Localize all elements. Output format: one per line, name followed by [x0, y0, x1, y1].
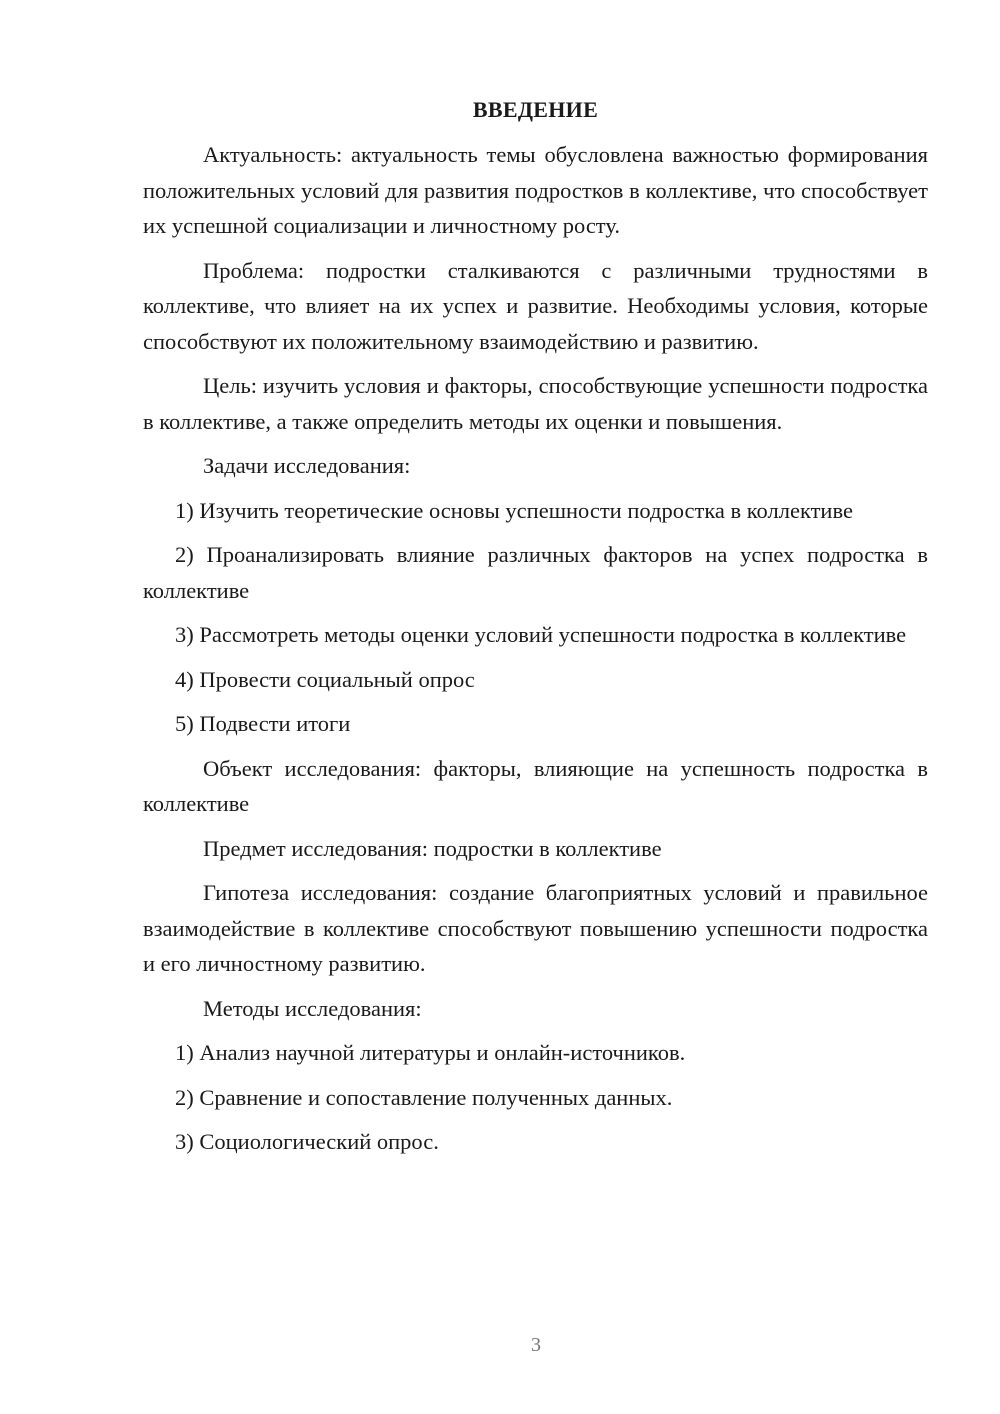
task-item: 4) Провести социальный опрос: [175, 666, 475, 692]
task-item: 5) Подвести итоги: [175, 711, 351, 736]
method-item: 2) Сравнение и сопоставление полученных данных.: [175, 1084, 673, 1110]
task-item: 2) Проанализировать влияние различных факторов на успех подростка в коллективе: [143, 542, 928, 603]
page-title: ВВЕДЕНИЕ: [472, 97, 599, 122]
methods-heading: Методы исследования:: [203, 995, 422, 1021]
object-paragraph: Объект исследования: факторы, влияющие на успешность подростка в коллективе: [143, 755, 928, 816]
method-item: 1) Анализ научной литературы и онлайн-источников.: [175, 1040, 686, 1065]
page-content: [143, 96, 928, 1169]
tasks-heading: Задачи исследования:: [203, 453, 411, 478]
page-number: 3: [531, 1334, 541, 1356]
hypothesis-paragraph: Гипотеза исследования: создание благоприятных условий и правильное взаимодействие в коллективе способствуют повышению успешности подростка и его личностному развитию.: [143, 880, 928, 976]
problem-paragraph: Проблема: подростки сталкиваются с различными трудностями в коллективе, что влияет на их успех и развитие. Необходимы условия, которые способствуют их положительному взаимодействию и развитию.: [143, 257, 928, 354]
method-item: 3) Социологический опрос.: [175, 1129, 439, 1154]
subject-paragraph: Предмет исследования: подростки в коллективе: [203, 835, 662, 861]
relevance-paragraph: Актуальность: актуальность темы обусловлена важностью формирования положительных условий для развития подростков в коллективе, что способствует их успешной социализации и личностному росту.: [143, 142, 928, 238]
task-item: 1) Изучить теоретические основы успешности подростка в коллективе: [175, 497, 853, 523]
goal-paragraph: Цель: изучить условия и факторы, способствующие успешности подростка в коллективе, а также определить методы их оценки и повышения.: [143, 373, 928, 434]
task-item: 3) Рассмотреть методы оценки условий успешности подростка в коллективе: [175, 622, 907, 647]
